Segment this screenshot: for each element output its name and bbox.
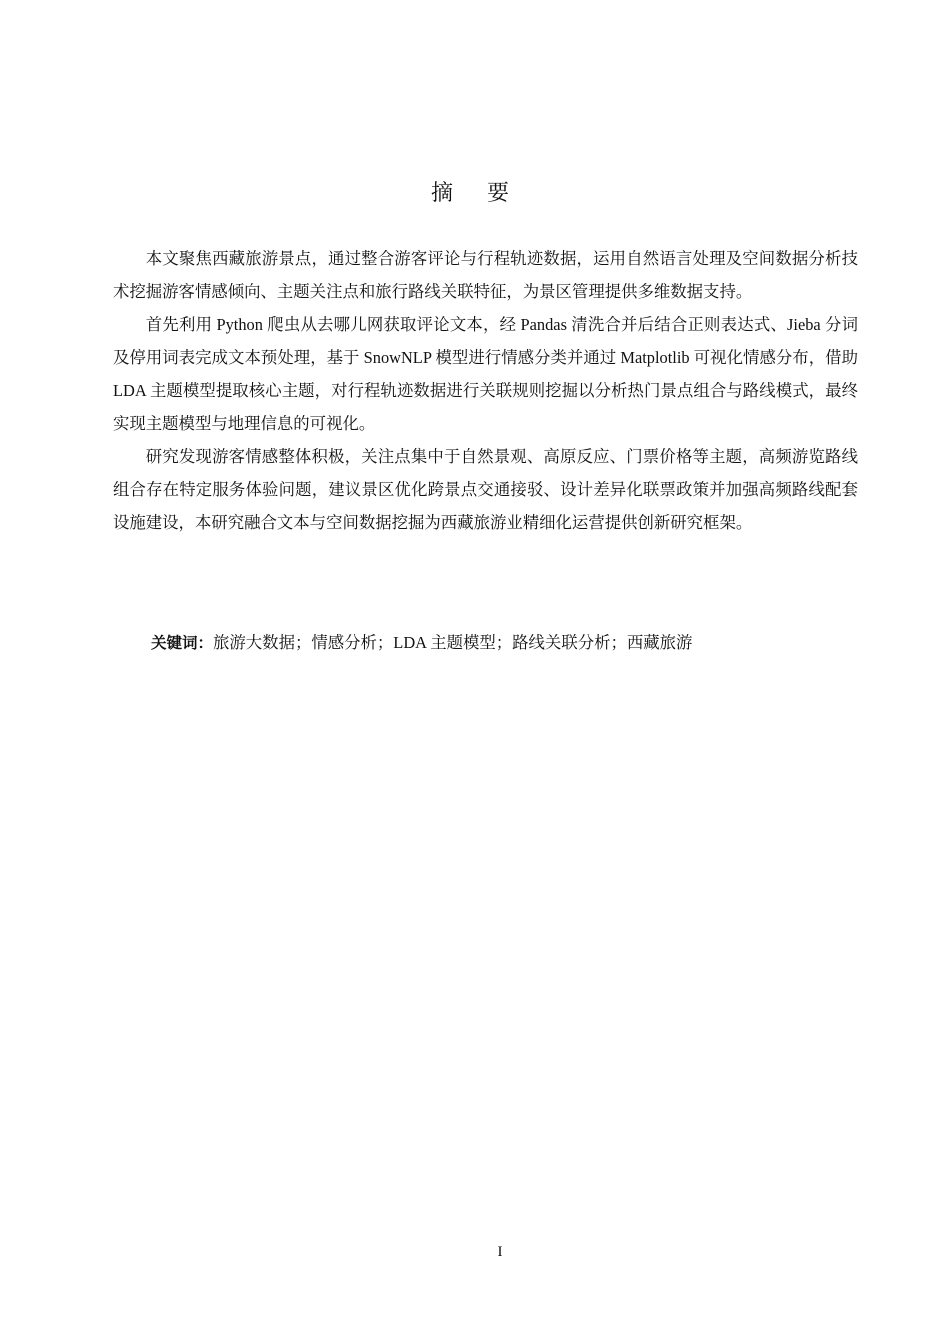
keywords-text: 旅游大数据；情感分析；LDA 主题模型；路线关联分析；西藏旅游	[213, 633, 693, 652]
abstract-paragraph-1: 本文聚焦西藏旅游景点，通过整合游客评论与行程轨迹数据，运用自然语言处理及空间数据分析技术挖掘游客情感倾向、主题关注点和旅行路线关联特征，为景区管理提供多维数据支持。	[113, 249, 858, 301]
abstract-body	[113, 242, 858, 539]
abstract-paragraph-2: 首先利用 Python 爬虫从去哪儿网获取评论文本，经 Pandas 清洗合并后结合正则表达式、Jieba 分词及停用词表完成文本预处理，基于 SnowNLP 模型进行情感分类并通过 Matplotlib 可视化情感分布，借助 LDA 主题模型提取核心主题，对行程轨迹数据进行关联规则挖掘以分析热门景点组合与路线模式，最终实现主题模型与地理信息的可视化。	[113, 315, 858, 433]
keywords-line	[151, 627, 851, 659]
abstract-title: 摘要	[430, 181, 543, 206]
keywords-label: 关键词：	[151, 634, 214, 652]
abstract-paragraph-3: 研究发现游客情感整体积极，关注点集中于自然景观、高原反应、门票价格等主题，高频游览路线组合存在特定服务体验问题，建议景区优化跨景点交通接驳、设计差异化联票政策并加强高频路线配套设施建设，本研究融合文本与空间数据挖掘为西藏旅游业精细化运营提供创新研究框架。	[113, 447, 858, 532]
page-number: I	[497, 1244, 503, 1260]
